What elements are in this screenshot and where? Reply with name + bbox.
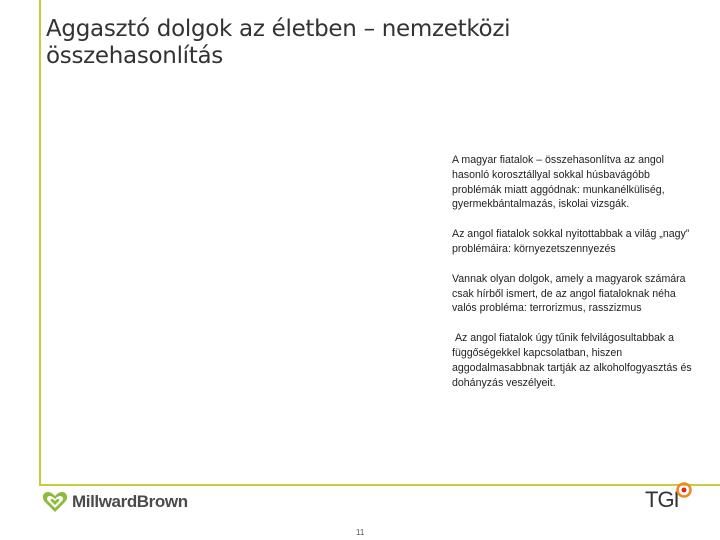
millward-brown-wordmark: MillwardBrown [72,492,188,511]
heart-icon [42,491,68,513]
slide-title: Aggasztó dolgok az életben – nemzetközi összehasonlítás [46,16,511,69]
bullet-item: Az angol fiatalok úgy tűnik felvilágosultabbak a függőségekkel kapcsolatban, hiszen aggodalmasabbnak tartják az alkoholfogyasztás és dohányzás veszélyeit. [452,332,698,389]
millward-brown-logo [42,489,188,515]
tgi-wordmark: TGI [645,487,679,512]
frame-left-border [39,0,41,486]
bullet-item: A magyar fiatalok – összehasonlítva az angol hasonló korosztállyal sokkal húsbavágóbb problémák miatt aggódnak: munkanélküliség, gyermekbántalmazás, iskolai vizsgák. [452,154,665,211]
bullet-item: Vannak olyan dolgok, amely a magyarok számára csak hírből ismert, de az angol fiataloknak néha valós probléma: terrorizmus, rasszizmus [452,272,686,315]
tgi-logo [645,482,692,513]
page-number: 11 [356,528,365,537]
bullet-item: Az angol fiatalok sokkal nyitottabbak a világ „nagy” problémáira: környezetszennyezés [452,228,690,255]
frame-bottom-border [39,484,720,486]
bullet-list [452,153,698,405]
tgi-swirl-icon [676,482,692,498]
